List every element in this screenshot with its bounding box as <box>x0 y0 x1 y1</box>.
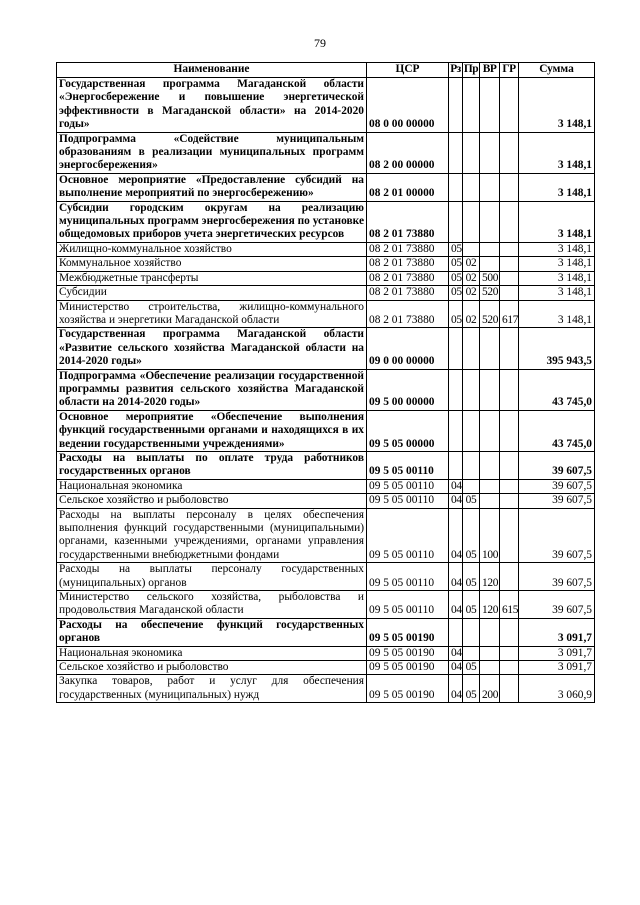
row-name: Жилищно-коммунальное хозяйство <box>57 242 367 256</box>
row-name: Основное мероприятие «Обеспечение выполнения функций государственными органами и находящихся в их ведении государственными учреждениями» <box>57 410 367 451</box>
row-sum: 3 091,7 <box>519 646 595 660</box>
row-rz <box>449 132 463 173</box>
row-name: Подпрограмма «Обеспечение реализации государственной программы развития сельского хозяйства Магаданской области на 2014-2020 годы» <box>57 369 367 410</box>
row-name: Сельское хозяйство и рыболовство <box>57 494 367 508</box>
row-sum: 3 148,1 <box>519 242 595 256</box>
row-pr <box>463 618 480 646</box>
row-vr: 520 <box>480 286 500 300</box>
row-gr <box>500 563 519 591</box>
row-name: Министерство сельского хозяйства, рыболовства и продовольствия Магаданской области <box>57 591 367 619</box>
row-vr <box>480 451 500 479</box>
row-pr: 02 <box>463 257 480 271</box>
row-sum: 3 148,1 <box>519 300 595 328</box>
table-row <box>57 618 595 646</box>
row-name: Государственная программа Магаданской области «Развитие сельского хозяйства Магаданской области на 2014-2020 годы» <box>57 328 367 369</box>
row-vr <box>480 78 500 133</box>
row-vr <box>480 618 500 646</box>
row-gr <box>500 675 519 703</box>
row-vr: 500 <box>480 271 500 285</box>
table-header-row <box>57 63 595 78</box>
table-row <box>57 369 595 410</box>
row-name: Субсидии <box>57 286 367 300</box>
row-rz: 04 <box>449 508 463 563</box>
table-row <box>57 479 595 493</box>
row-gr <box>500 132 519 173</box>
row-pr: 02 <box>463 271 480 285</box>
row-gr <box>500 173 519 201</box>
row-pr <box>463 479 480 493</box>
budget-table <box>56 62 595 703</box>
row-csr: 09 5 05 00110 <box>367 479 449 493</box>
header-pr: Пр <box>463 63 480 78</box>
row-vr: 520 <box>480 300 500 328</box>
row-sum: 39 607,5 <box>519 451 595 479</box>
row-rz: 05 <box>449 242 463 256</box>
header-vr: ВР <box>480 63 500 78</box>
row-sum: 3 148,1 <box>519 257 595 271</box>
table-row <box>57 494 595 508</box>
row-csr: 08 2 01 73880 <box>367 257 449 271</box>
row-vr <box>480 369 500 410</box>
row-rz <box>449 78 463 133</box>
table-row <box>57 242 595 256</box>
row-csr: 09 5 05 00190 <box>367 675 449 703</box>
row-vr: 120 <box>480 563 500 591</box>
row-gr <box>500 257 519 271</box>
row-name: Государственная программа Магаданской области «Энергосбережение и повышение энергетической эффективности в Магаданской области» на 2014-2020 годы» <box>57 78 367 133</box>
row-name: Расходы на выплаты персоналу в целях обеспечения выполнения функций государственными (муниципальными) органами, казенными учреждениями, органами управления государственными внебюджетными фондами <box>57 508 367 563</box>
row-sum: 3 091,7 <box>519 618 595 646</box>
table-row <box>57 257 595 271</box>
row-gr <box>500 451 519 479</box>
header-rz: Рз <box>449 63 463 78</box>
row-name: Закупка товаров, работ и услуг для обеспечения государственных (муниципальных) нужд <box>57 675 367 703</box>
row-rz <box>449 201 463 242</box>
row-sum: 43 745,0 <box>519 410 595 451</box>
page-number: 79 <box>314 36 326 50</box>
row-gr <box>500 286 519 300</box>
row-rz <box>449 173 463 201</box>
row-sum: 39 607,5 <box>519 494 595 508</box>
row-sum: 3 148,1 <box>519 173 595 201</box>
row-csr: 09 5 05 00110 <box>367 591 449 619</box>
row-rz: 04 <box>449 591 463 619</box>
row-rz: 04 <box>449 661 463 675</box>
row-name: Национальная экономика <box>57 646 367 660</box>
table-row <box>57 563 595 591</box>
row-rz <box>449 451 463 479</box>
row-sum: 3 148,1 <box>519 201 595 242</box>
row-name: Субсидии городским округам на реализацию муниципальных программ энергосбережения по установке общедомовых приборов учета энергетических ресурсов <box>57 201 367 242</box>
row-rz: 05 <box>449 300 463 328</box>
row-pr: 02 <box>463 300 480 328</box>
row-pr: 02 <box>463 286 480 300</box>
row-name: Коммунальное хозяйство <box>57 257 367 271</box>
row-vr <box>480 132 500 173</box>
row-sum: 3 091,7 <box>519 661 595 675</box>
row-csr: 08 2 01 73880 <box>367 286 449 300</box>
row-gr <box>500 242 519 256</box>
row-name: Межбюджетные трансферты <box>57 271 367 285</box>
row-vr <box>480 328 500 369</box>
row-sum: 3 148,1 <box>519 286 595 300</box>
row-vr: 100 <box>480 508 500 563</box>
row-rz: 04 <box>449 646 463 660</box>
row-gr <box>500 479 519 493</box>
row-csr: 09 5 05 00190 <box>367 646 449 660</box>
row-csr: 09 0 00 00000 <box>367 328 449 369</box>
table-row <box>57 286 595 300</box>
row-vr <box>480 494 500 508</box>
table-row <box>57 300 595 328</box>
row-rz: 05 <box>449 286 463 300</box>
row-vr <box>480 646 500 660</box>
row-sum: 39 607,5 <box>519 508 595 563</box>
row-pr: 05 <box>463 591 480 619</box>
row-pr: 05 <box>463 563 480 591</box>
row-csr: 09 5 05 00190 <box>367 661 449 675</box>
row-pr <box>463 201 480 242</box>
row-vr: 200 <box>480 675 500 703</box>
row-name: Подпрограмма «Содействие муниципальным образованиям в реализации муниципальных программ энергосбережения» <box>57 132 367 173</box>
row-pr: 05 <box>463 675 480 703</box>
row-rz <box>449 410 463 451</box>
table-row <box>57 201 595 242</box>
row-gr <box>500 508 519 563</box>
row-vr <box>480 242 500 256</box>
table-row <box>57 508 595 563</box>
row-csr: 09 5 05 00110 <box>367 508 449 563</box>
row-sum: 3 148,1 <box>519 132 595 173</box>
row-name: Министерство строительства, жилищно-коммунального хозяйства и энергетики Магаданской области <box>57 300 367 328</box>
row-sum: 39 607,5 <box>519 591 595 619</box>
row-vr <box>480 257 500 271</box>
row-vr <box>480 201 500 242</box>
table-row <box>57 78 595 133</box>
row-gr: 615 <box>500 591 519 619</box>
row-csr: 08 2 00 00000 <box>367 132 449 173</box>
table-row <box>57 661 595 675</box>
row-rz: 04 <box>449 675 463 703</box>
row-gr <box>500 646 519 660</box>
row-pr <box>463 451 480 479</box>
row-pr <box>463 410 480 451</box>
row-vr: 120 <box>480 591 500 619</box>
row-name: Расходы на выплаты по оплате труда работников государственных органов <box>57 451 367 479</box>
row-gr <box>500 618 519 646</box>
header-gr: ГР <box>500 63 519 78</box>
row-rz: 04 <box>449 494 463 508</box>
row-gr <box>500 201 519 242</box>
row-csr: 08 2 01 73880 <box>367 201 449 242</box>
table-row <box>57 271 595 285</box>
row-csr: 08 2 01 00000 <box>367 173 449 201</box>
row-gr <box>500 410 519 451</box>
row-vr <box>480 410 500 451</box>
row-csr: 08 2 01 73880 <box>367 271 449 285</box>
row-vr <box>480 173 500 201</box>
row-rz <box>449 328 463 369</box>
row-name: Расходы на обеспечение функций государственных органов <box>57 618 367 646</box>
table-row <box>57 173 595 201</box>
row-sum: 3 148,1 <box>519 271 595 285</box>
row-pr <box>463 242 480 256</box>
row-gr <box>500 271 519 285</box>
header-sum: Сумма <box>519 63 595 78</box>
row-pr <box>463 369 480 410</box>
row-pr <box>463 646 480 660</box>
row-csr: 09 5 05 00000 <box>367 410 449 451</box>
row-name: Сельское хозяйство и рыболовство <box>57 661 367 675</box>
table-row <box>57 646 595 660</box>
row-pr <box>463 328 480 369</box>
row-pr <box>463 132 480 173</box>
header-name: Наименование <box>57 63 367 78</box>
header-csr: ЦСР <box>367 63 449 78</box>
row-vr <box>480 479 500 493</box>
row-sum: 39 607,5 <box>519 479 595 493</box>
table-row <box>57 591 595 619</box>
table-row <box>57 328 595 369</box>
row-rz: 05 <box>449 271 463 285</box>
row-csr: 09 5 05 00110 <box>367 494 449 508</box>
table-row <box>57 675 595 703</box>
row-rz <box>449 369 463 410</box>
row-csr: 09 5 00 00000 <box>367 369 449 410</box>
row-gr <box>500 78 519 133</box>
row-pr: 05 <box>463 661 480 675</box>
row-rz: 04 <box>449 563 463 591</box>
row-csr: 08 2 01 73880 <box>367 300 449 328</box>
table-row <box>57 132 595 173</box>
row-csr: 08 2 01 73880 <box>367 242 449 256</box>
row-rz: 04 <box>449 479 463 493</box>
row-sum: 395 943,5 <box>519 328 595 369</box>
row-gr: 617 <box>500 300 519 328</box>
row-sum: 3 060,9 <box>519 675 595 703</box>
row-sum: 3 148,1 <box>519 78 595 133</box>
row-sum: 43 745,0 <box>519 369 595 410</box>
row-sum: 39 607,5 <box>519 563 595 591</box>
row-csr: 09 5 05 00190 <box>367 618 449 646</box>
row-gr <box>500 494 519 508</box>
row-gr <box>500 328 519 369</box>
row-name: Расходы на выплаты персоналу государственных (муниципальных) органов <box>57 563 367 591</box>
row-name: Национальная экономика <box>57 479 367 493</box>
table-row <box>57 410 595 451</box>
row-gr <box>500 661 519 675</box>
table-row <box>57 451 595 479</box>
row-pr <box>463 173 480 201</box>
row-pr <box>463 78 480 133</box>
row-csr: 09 5 05 00110 <box>367 451 449 479</box>
row-rz <box>449 618 463 646</box>
row-name: Основное мероприятие «Предоставление субсидий на выполнение мероприятий по энергосбережению» <box>57 173 367 201</box>
row-pr: 05 <box>463 508 480 563</box>
row-vr <box>480 661 500 675</box>
row-rz: 05 <box>449 257 463 271</box>
row-gr <box>500 369 519 410</box>
row-csr: 09 5 05 00110 <box>367 563 449 591</box>
row-csr: 08 0 00 00000 <box>367 78 449 133</box>
row-pr: 05 <box>463 494 480 508</box>
